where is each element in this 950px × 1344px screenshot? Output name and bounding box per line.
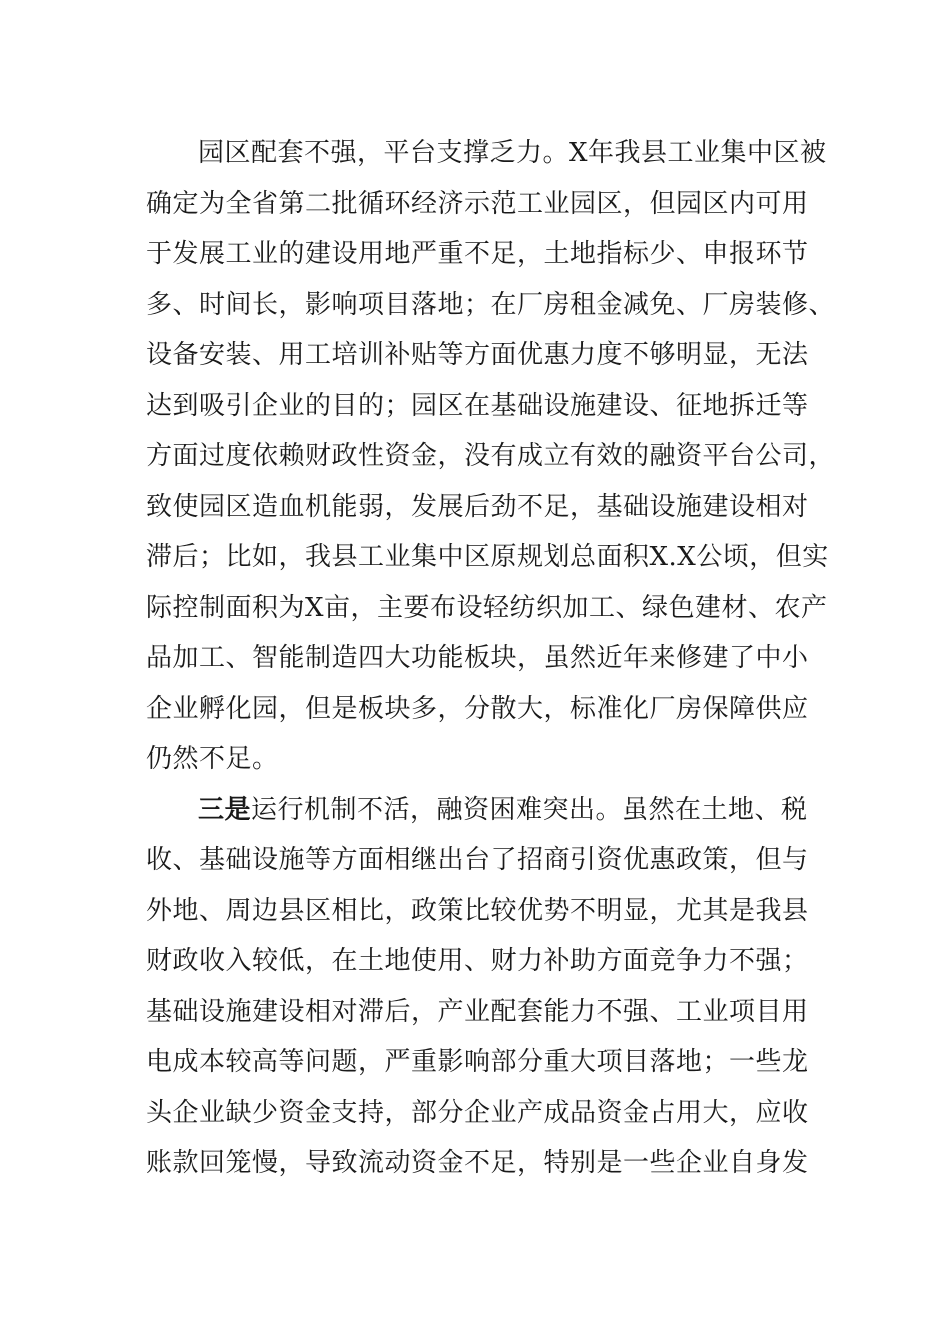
text-line: 多、时间长，影响项目落地；在厂房租金减免、厂房装修、 <box>146 289 836 320</box>
text-line: 电成本较高等问题，严重影响部分重大项目落地；一些龙 <box>146 1047 809 1077</box>
text-line: 际控制面积为X亩，主要布设轻纺织加工、绿色建材、农产 <box>146 592 828 623</box>
text-line: 企业孵化园，但是板块多，分散大，标准化厂房保障供应 <box>146 693 809 724</box>
text-line: 外地、周边县区相比，政策比较优势不明显，尤其是我县 <box>146 895 809 926</box>
paragraph-park-support <box>146 128 836 785</box>
text-line: 财政收入较低，在土地使用、财力补助方面竞争力不强； <box>146 946 809 976</box>
text-line: 仍然不足。 <box>146 744 279 774</box>
text-line: 设备安装、用工培训补贴等方面优惠力度不够明显，无法 <box>146 340 809 370</box>
text-line: 滞后；比如，我县工业集中区原规划总面积X.X公顷，但实 <box>146 542 829 572</box>
text-line: 品加工、智能制造四大功能板块，虽然近年来修建了中小 <box>146 643 809 673</box>
first-line-rest: 运行机制不活，融资困难突出。虽然在土地、税 <box>251 794 808 825</box>
paragraph-operation-mechanism <box>146 785 809 1189</box>
text-line: 园区配套不强，平台支撑乏力。X年我县工业集中区被 <box>198 138 827 168</box>
text-line: 致使园区造血机能弱，发展后劲不足，基础设施建设相对 <box>146 491 809 522</box>
text-line: 头企业缺少资金支持，部分企业产成品资金占用大，应收 <box>146 1097 809 1128</box>
lead-bold-text: 三是 <box>198 794 252 825</box>
text-line: 达到吸引企业的目的；园区在基础设施建设、征地拆迁等 <box>146 390 809 421</box>
text-line: 方面过度依赖财政性资金，没有成立有效的融资平台公司， <box>146 441 836 471</box>
text-line-first <box>146 785 806 836</box>
text-line: 账款回笼慢，导致流动资金不足，特别是一些企业自身发 <box>146 1148 809 1178</box>
text-line: 确定为全省第二批循环经济示范工业园区，但园区内可用 <box>146 188 809 219</box>
text-line: 基础设施建设相对滞后，产业配套能力不强、工业项目用 <box>146 996 809 1027</box>
text-line: 于发展工业的建设用地严重不足，土地指标少、申报环节 <box>146 239 809 269</box>
text-line: 收、基础设施等方面相继出台了招商引资优惠政策，但与 <box>146 845 809 875</box>
document-body <box>146 128 836 1189</box>
